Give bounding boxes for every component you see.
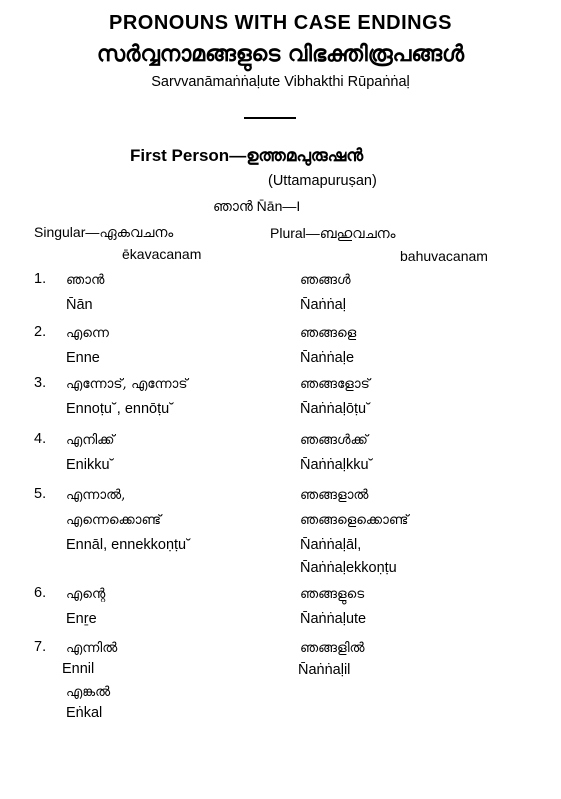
row-number: 1. <box>34 271 47 287</box>
plural-translit-form: N̄aṅṅaḷute <box>300 611 367 627</box>
singular-translit-form: Enne <box>66 350 100 366</box>
plural-malayalam: ഞങ്ങളിൽ <box>300 640 365 656</box>
row-number: 5. <box>34 486 47 502</box>
transliterated-title: Sarvvanāmaṅṅaḷute Vibhakthi Rūpaṅṅaḷ <box>151 74 410 90</box>
singular-translit-form: Ennoṭu˘, ennōṭu˘ <box>66 401 175 417</box>
singular-translit-form-alt: Eṅkal <box>66 705 103 721</box>
row-number: 7. <box>34 639 47 655</box>
singular-translit-form: Ennāl, ennekkoṇṭu˘ <box>66 537 191 553</box>
plural-translit: bahuvacanam <box>400 248 488 264</box>
plural-malayalam-alt: ഞങ്ങളെക്കൊണ്ട് <box>300 512 409 528</box>
singular-malayalam: എന്നോട്, എന്നോട് <box>66 376 188 392</box>
plural-malayalam: ഞങ്ങളാൽ <box>300 487 369 503</box>
singular-malayalam-alt: എങ്കൽ <box>66 684 111 700</box>
singular-header: Singular—ഏകവചനം <box>34 224 174 240</box>
singular-malayalam-alt: എന്നെക്കൊണ്ട് <box>66 512 161 528</box>
singular-malayalam: എന്നിൽ <box>66 640 118 656</box>
singular-malayalam: എന്നാൽ, <box>66 487 126 503</box>
plural-malayalam: ഞങ്ങളോട് <box>300 376 370 392</box>
divider-rule <box>244 117 296 119</box>
plural-header: Plural—ബഹുവചനം <box>270 225 396 241</box>
row-number: 6. <box>34 585 47 601</box>
malayalam-title: സർവ്വനാമങ്ങളുടെ വിഭക്തിരൂപങ്ങൾ <box>96 41 465 67</box>
singular-translit-form: Ennil <box>62 661 95 677</box>
singular-translit: ēkavacanam <box>122 246 202 262</box>
plural-translit-form: N̄aṅṅaḷil <box>298 662 351 678</box>
singular-malayalam: എനിക്ക് <box>66 432 115 448</box>
first-person-translit: (Uttamapuruṣan) <box>268 173 377 189</box>
row-number: 3. <box>34 375 47 391</box>
plural-malayalam: ഞങ്ങൾ <box>300 272 351 288</box>
singular-translit-form: N̄ān <box>66 297 93 313</box>
plural-translit-form-alt: N̄aṅṅaḷekkoṇṭu <box>300 560 397 576</box>
row-number: 4. <box>34 431 47 447</box>
plural-translit-form: N̄aṅṅaḷkku˘ <box>300 457 374 473</box>
plural-translit-form: N̄aṅṅaḷāl, <box>300 537 362 553</box>
plural-translit-form: N̄aṅṅaḷōṭu˘ <box>300 401 371 417</box>
singular-translit-form: Enikku˘ <box>66 457 115 473</box>
plural-translit-form: N̄aṅṅaḷ <box>300 297 346 313</box>
singular-malayalam: എന്നെ <box>66 325 109 341</box>
plural-translit-form: N̄aṅṅaḷe <box>300 350 355 366</box>
singular-translit-form: Enṟe <box>66 611 97 627</box>
page-title: PRONOUNS WITH CASE ENDINGS <box>108 12 453 34</box>
plural-malayalam: ഞങ്ങൾക്ക് <box>300 432 368 448</box>
singular-malayalam: എന്റെ <box>66 586 106 602</box>
plural-malayalam: ഞങ്ങളുടെ <box>300 586 365 602</box>
first-person-heading: First Person—ഉത്തമപുരുഷൻ <box>130 146 364 165</box>
singular-malayalam: ഞാൻ <box>66 272 105 288</box>
row-number: 2. <box>34 324 47 340</box>
plural-malayalam: ഞങ്ങളെ <box>300 325 357 341</box>
pronoun-gloss: ഞാൻ N̄ān—I <box>213 198 301 214</box>
